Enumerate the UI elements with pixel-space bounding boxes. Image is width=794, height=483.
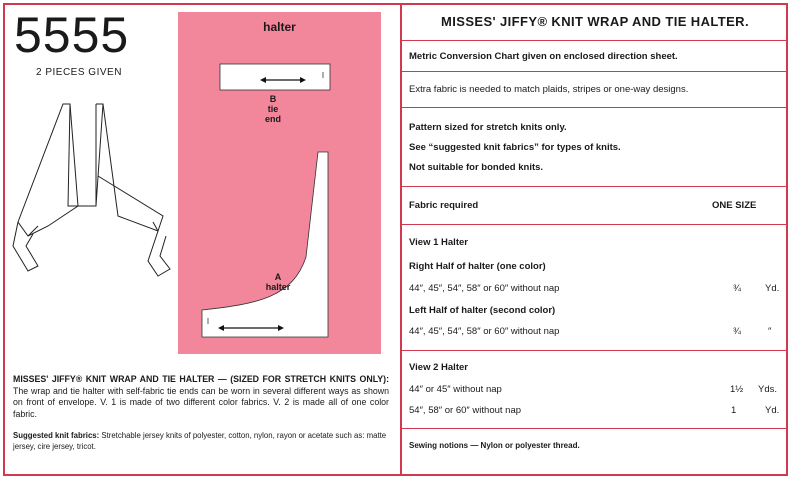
row4-quantity: 1 bbox=[731, 405, 737, 416]
pattern-title: MISSES' JIFFY® KNIT WRAP AND TIE HALTER. bbox=[441, 14, 749, 29]
row3-unit: Yds. bbox=[758, 384, 778, 395]
see-suggested-note: See “suggested knit fabrics” for types of knits. bbox=[409, 142, 621, 153]
piece-a-label bbox=[258, 272, 298, 292]
description-heading: MISSES' JIFFY® KNIT WRAP AND TIE HALTER — (SIZED FOR STRETCH KNITS ONLY): bbox=[13, 374, 389, 384]
row3-quantity: 1½ bbox=[730, 384, 744, 395]
divider-line bbox=[402, 186, 788, 187]
piece-b-label-text: B tie end bbox=[264, 94, 281, 124]
row1-quantity: ¾ bbox=[733, 283, 741, 294]
view1-title: View 1 Halter bbox=[409, 237, 468, 248]
suggested-fabrics bbox=[13, 431, 389, 452]
right-half-label: Right Half of halter (one color) bbox=[409, 261, 546, 272]
pattern-number: 5555 bbox=[14, 7, 130, 63]
panel-title: halter bbox=[263, 20, 296, 34]
row1-fabric-width: 44″, 45″, 54″, 58″ or 60″ without nap bbox=[409, 283, 560, 294]
fabric-required-header: Fabric required bbox=[409, 200, 479, 211]
halter-sketch-illustration bbox=[8, 96, 178, 296]
suggested-fabrics-label: Suggested knit fabrics: bbox=[13, 431, 100, 440]
center-divider bbox=[400, 3, 402, 476]
view2-title: View 2 Halter bbox=[409, 362, 468, 373]
piece-a-label-text: A halter bbox=[265, 272, 291, 292]
row2-unit: ″ bbox=[768, 326, 772, 337]
divider-line bbox=[402, 350, 788, 351]
sewing-notions bbox=[409, 441, 580, 450]
divider-line bbox=[402, 107, 788, 108]
suggested-fabrics-text: Stretchable jersey knits of polyester, cotton, nylon, rayon or acetate such as: matte jersey, cire jersey, tricot. bbox=[13, 431, 387, 451]
pattern-description bbox=[13, 374, 389, 420]
row2-quantity: ¾ bbox=[733, 326, 741, 337]
piece-b-label bbox=[258, 94, 288, 124]
row4-fabric-width: 54″, 58″ or 60″ without nap bbox=[409, 405, 522, 416]
pattern-pieces-drawing bbox=[178, 12, 381, 354]
row2-fabric-width: 44″, 45″, 54″, 58″ or 60″ without nap bbox=[409, 326, 560, 337]
divider-line bbox=[402, 224, 788, 225]
extra-fabric-note: Extra fabric is needed to match plaids, stripes or one-way designs. bbox=[409, 84, 689, 95]
metric-note: Metric Conversion Chart given on enclosed direction sheet. bbox=[409, 51, 678, 62]
divider-line bbox=[402, 71, 788, 72]
not-bonded-note: Not suitable for bonded knits. bbox=[409, 162, 544, 173]
row3-fabric-width: 44″ or 45″ without nap bbox=[409, 384, 502, 395]
divider-line bbox=[402, 40, 788, 41]
row4-unit: Yd. bbox=[765, 405, 780, 416]
sewing-notions-text: Sewing notions — Nylon or polyester thread. bbox=[409, 441, 580, 450]
left-half-label: Left Half of halter (second color) bbox=[409, 305, 556, 316]
piece-b-tie-end bbox=[220, 64, 330, 90]
pattern-piece-panel bbox=[178, 12, 381, 354]
pieces-given: 2 PIECES GIVEN bbox=[36, 67, 122, 78]
piece-a-halter bbox=[202, 152, 328, 337]
description-text: The wrap and tie halter with self-fabric tie ends can be worn in several different ways as shown on front of envelope. V. 1 is made of two different color fabrics. V. 2 is made all of one color fabric. bbox=[13, 385, 389, 419]
row1-unit: Yd. bbox=[765, 283, 780, 294]
stretch-knits-note: Pattern sized for stretch knits only. bbox=[409, 122, 567, 133]
one-size-header: ONE SIZE bbox=[712, 200, 757, 211]
divider-line bbox=[402, 428, 788, 429]
